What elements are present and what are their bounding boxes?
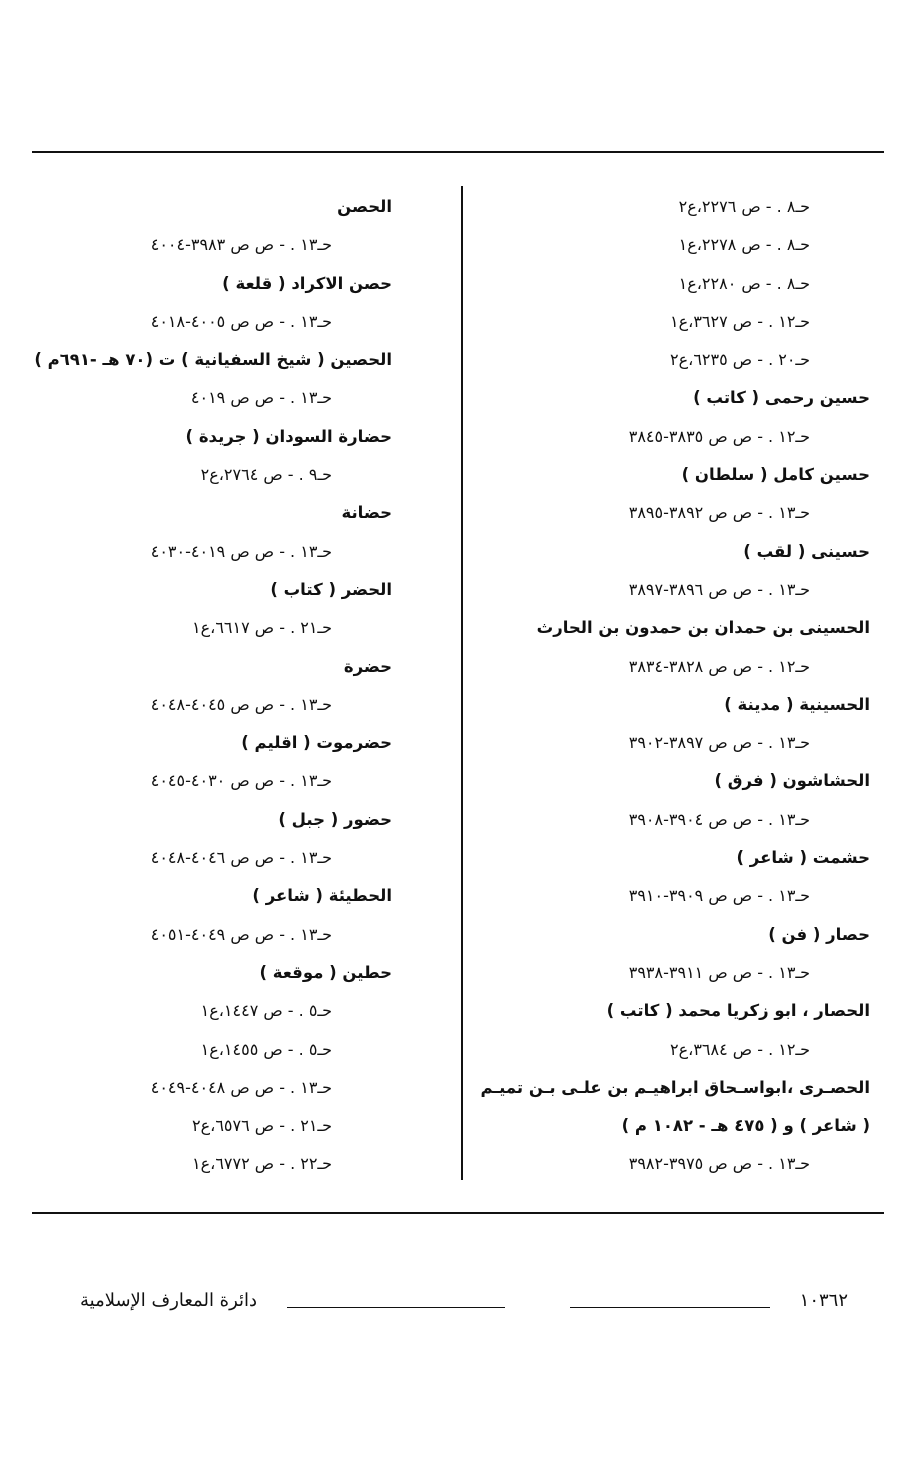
index-reference: حـ١٢ . - ص ٣٦٢٧،ع١ [670, 311, 810, 331]
index-reference: حـ٢١ . - ص ٦٦١٧،ع١ [192, 618, 332, 638]
index-heading: حضور ( جبل ) [278, 809, 392, 829]
index-reference: حـ١٣ . - ص ص ٣٩١١-٣٩٣٨ [628, 962, 810, 982]
index-reference: حـ٢١ . - ص ٦٥٧٦،ع٢ [192, 1116, 332, 1136]
index-heading: الحصـرى ،ابواسـحاق ابراهيـم بن علـى بـن تميـم [480, 1077, 870, 1097]
index-heading: الحصار ، ابو زكريا محمد ( كاتب ) [606, 1001, 870, 1021]
index-heading: حضرة [343, 656, 392, 676]
index-reference: حـ١٣ . - ص ص ٤٠٤٥-٤٠٤٨ [150, 694, 332, 714]
index-heading: الحسينى بن حمدان بن حمدون بن الحارث [536, 618, 870, 638]
index-reference: حـ٥ . - ص ١٤٤٧،ع١ [200, 1001, 332, 1021]
index-reference: حـ١٣ . - ص ص ٤٠٠٥-٤٠١٨ [150, 311, 332, 331]
index-heading: حضانة [341, 503, 392, 523]
index-reference: حـ١٣ . - ص ص ٤٠٤٩-٤٠٥١ [150, 924, 332, 944]
index-reference: حـ١٣ . - ص ص ٤٠١٩ [190, 388, 332, 408]
index-reference: حـ١٣ . - ص ص ٤٠٤٨-٤٠٤٩ [150, 1077, 332, 1097]
index-reference: حـ٢٢ . - ص ٦٧٧٢،ع١ [192, 1154, 332, 1174]
index-heading: الحضر ( كتاب ) [270, 579, 392, 599]
index-reference: حـ١٣ . - ص ص ٣٨٩٦-٣٨٩٧ [628, 579, 810, 599]
index-heading: حسين كامل ( سلطان ) [681, 465, 870, 485]
index-reference: حـ٢٠ . - ص ٦٢٣٥،ع٢ [670, 350, 810, 370]
index-reference: حـ٨ . - ص ٢٢٧٨،ع١ [678, 235, 810, 255]
index-reference: حـ٨ . - ص ٢٢٨٠،ع١ [678, 273, 810, 293]
index-reference: حـ٩ . - ص ٢٧٦٤،ع٢ [200, 465, 332, 485]
index-heading: حصار ( فن ) [768, 924, 870, 944]
index-heading: حصن الاكراد ( قلعة ) [222, 273, 392, 293]
right-column [480, 188, 870, 1184]
index-heading: ( شاعر ) و ( ٤٧٥ هـ - ١٠٨٢ م ) [621, 1116, 870, 1136]
index-reference: حـ١٢ . - ص ص ٣٨٣٥-٣٨٤٥ [628, 426, 810, 446]
index-reference: حـ٥ . - ص ١٤٥٥،ع١ [200, 1039, 332, 1059]
bottom-rule [32, 1212, 884, 1214]
publication-title: دائرة المعارف الإسلامية [80, 1290, 258, 1311]
page-number: ١٠٣٦٢ [799, 1290, 848, 1311]
footer-rule-left [287, 1307, 505, 1308]
index-heading: حضارة السودان ( جريدة ) [185, 426, 392, 446]
index-reference: حـ١٣ . - ص ص ٤٠٤٦-٤٠٤٨ [150, 848, 332, 868]
page-footer [80, 1290, 848, 1324]
index-heading: الحصن [337, 197, 392, 216]
index-reference: حـ١٣ . - ص ص ٣٨٩٢-٣٨٩٥ [628, 503, 810, 523]
index-heading: الحشاشون ( فرق ) [714, 771, 870, 791]
index-heading: الحصين ( شيخ السفيانية ) ت (٧٠ هـ -٦٩١م ) [34, 350, 392, 370]
index-reference: حـ١٣ . - ص ص ٤٠٣٠-٤٠٤٥ [150, 771, 332, 791]
index-reference: حـ١٣ . - ص ص ٣٨٩٧-٣٩٠٢ [628, 733, 810, 753]
index-heading: حطين ( موقعة ) [259, 962, 392, 982]
index-reference: حـ١٣ . - ص ص ٣٩٨٣-٤٠٠٤ [150, 235, 332, 255]
left-column [34, 188, 392, 1184]
column-divider [461, 186, 463, 1180]
index-reference: حـ١٣ . - ص ص ٣٩٧٥-٣٩٨٢ [628, 1154, 810, 1174]
index-heading: الحطيئة ( شاعر ) [252, 886, 392, 906]
index-heading: حسينى ( لقب ) [743, 541, 870, 561]
index-heading: حسين رحمى ( كاتب ) [693, 388, 870, 408]
index-reference: حـ١٣ . - ص ص ٣٩٠٤-٣٩٠٨ [628, 809, 810, 829]
index-heading: حشمت ( شاعر ) [736, 848, 870, 868]
index-heading: حضرموت ( اقليم ) [241, 733, 392, 753]
index-heading: الحسينية ( مدينة ) [724, 694, 870, 714]
footer-rule-right [570, 1307, 770, 1308]
index-reference: حـ١٢ . - ص ٣٦٨٤،ع٢ [670, 1039, 810, 1059]
index-reference: حـ١٣ . - ص ص ٤٠١٩-٤٠٣٠ [150, 541, 332, 561]
index-reference: حـ١٢ . - ص ص ٣٨٢٨-٣٨٣٤ [628, 656, 810, 676]
index-reference: حـ١٣ . - ص ص ٣٩٠٩-٣٩١٠ [628, 886, 810, 906]
top-rule [32, 151, 884, 153]
index-reference: حـ٨ . - ص ٢٢٧٦،ع٢ [678, 197, 810, 216]
